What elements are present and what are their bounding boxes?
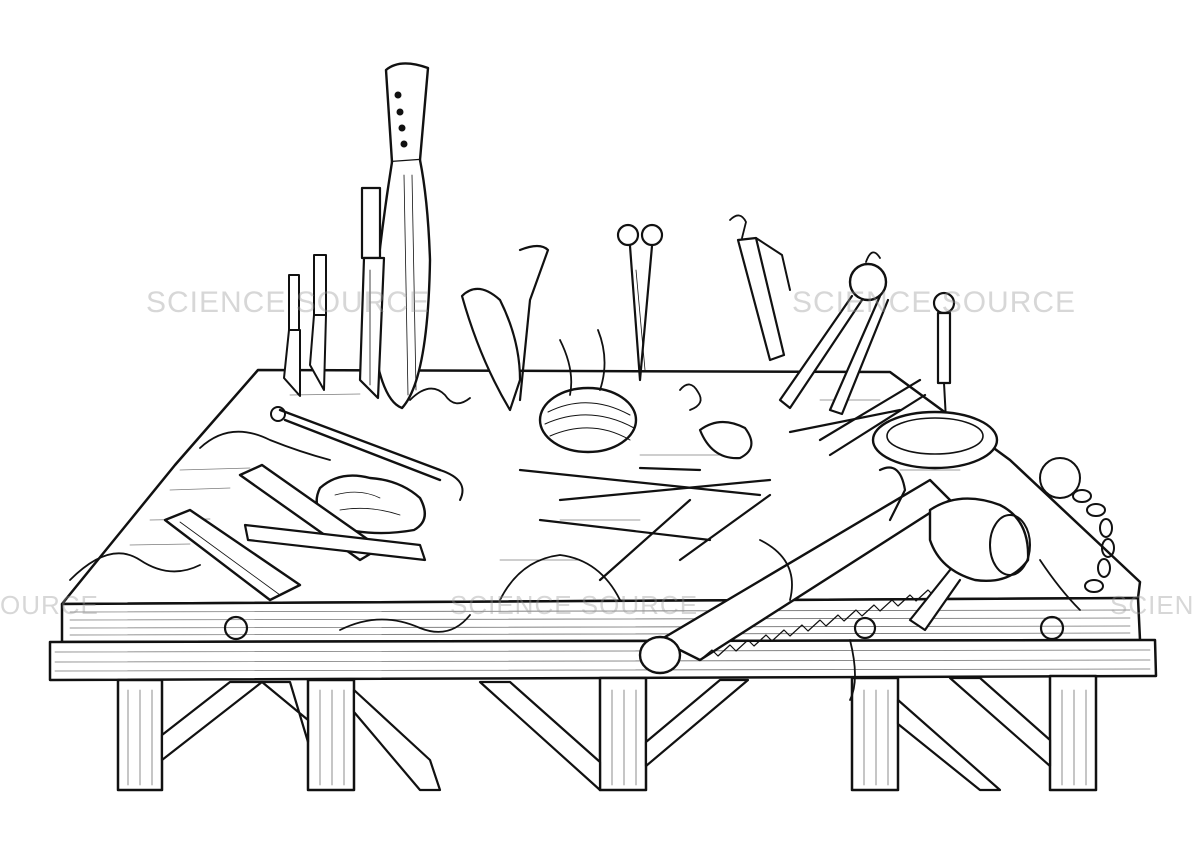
basin	[873, 412, 997, 468]
watermark-lower-left: OURCE	[0, 590, 99, 620]
watermark-lower-right: SCIEN	[1110, 590, 1195, 620]
probe-awl	[934, 293, 954, 420]
small-knife-left	[284, 275, 300, 396]
medium-knife	[360, 188, 384, 398]
small-knife-right	[310, 255, 326, 390]
scissors	[618, 225, 662, 380]
watermark-lower-middle: SCIENCE SOURCE	[450, 590, 699, 620]
watermark-upper-left: SCIENCE SOURCE	[146, 286, 431, 319]
table-legs	[118, 676, 1096, 790]
forceps-standing	[730, 215, 790, 360]
watermark-upper-right: SCIENCE SOURCE	[792, 286, 1077, 319]
